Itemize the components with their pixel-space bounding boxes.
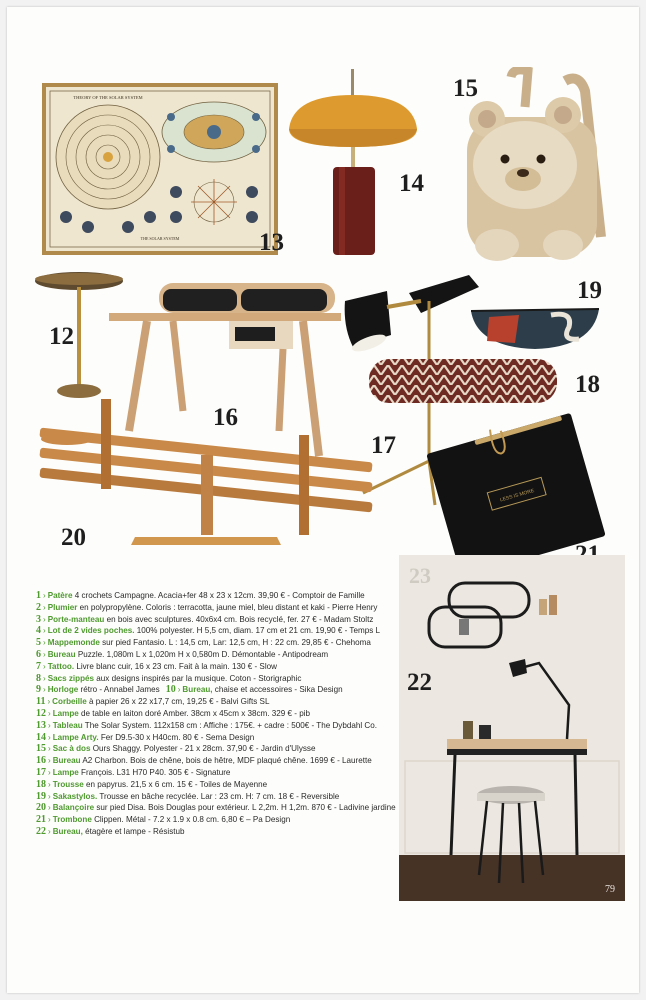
legend-product: Trousse [52,779,84,789]
label-13: 13 [259,229,284,256]
legend-details: en polypropylène. Coloris : terracotta, jaune miel, bleu distant et kaki - Pierre Henry [77,602,378,612]
legend-item [36,625,406,637]
legend-item [36,590,406,602]
room-scene [399,555,625,901]
label-14: 14 [399,170,424,197]
poster-title: THEORY OF THE SOLAR SYSTEM [73,95,143,100]
legend-number: 12 [36,707,46,719]
legend-number: 19 [36,790,46,802]
poster-artwork [46,87,274,251]
legend-number: 6 [36,648,41,660]
legend-arrow: › [48,732,51,742]
legend-product: Mappemonde [47,638,100,648]
legend-item [36,791,406,803]
legend-details: de table en laiton doré Amber. 38cm x 45cm x 38cm. 329 € - pib [78,708,311,718]
label-23: 23 [409,563,431,588]
legend-product: Bureau [52,756,81,766]
legend-item [36,649,406,661]
legend-details: François. L31 H70 P40. 305 € - Signature [78,767,231,777]
legend-arrow: › [47,697,51,707]
recycled-pencil-case [469,303,601,351]
label-19: 19 [577,277,602,304]
label-16: 16 [213,404,238,431]
label-15: 15 [453,75,478,102]
legend-item [36,720,406,732]
legend-details: Trousse en bâche recyclée. Lar : 23 cm. H: 7 cm. 18 € - Reversible [97,791,340,801]
legend-arrow: › [177,685,181,695]
legend-item [36,614,406,626]
magazine-page [7,7,639,993]
legend-number: 15 [36,743,46,755]
legend-number: 9 [36,684,41,696]
legend-number: 16 [36,755,46,767]
legend-arrow: › [48,803,51,813]
legend-product: Bureau, [182,685,213,695]
label-18: 18 [575,371,600,398]
legend-product: Horloge [47,685,79,695]
legend-item [36,637,406,649]
legend-product: Sakastylos. [52,791,98,801]
legend-item [36,684,406,696]
legend-number: 4 [36,625,41,637]
product-legend [36,590,406,838]
legend-arrow: › [48,815,51,825]
legend-product: Tableau [52,720,83,730]
legend-product: Lampe [52,767,79,777]
legend-details: en papyrus. 21,5 x 6 cm. 15 € - Toiles de Mayenne [83,779,268,789]
notebook-label: LESS IS MORE [499,487,536,504]
legend-number: 11 [36,696,46,708]
legend-arrow: › [48,720,51,730]
legend-number: 14 [36,731,46,743]
legend-details: Ours Shaggy. Polyester - 21 x 28cm. 37,90 € - Jardin d'Ulysse [90,744,316,754]
legend-details: sur pied Disa. Bois Douglas pour extérieur. L 2,2m. H 1,2m. 870 € - Ladivine jardine [94,803,396,813]
legend-number: 13 [36,719,46,731]
legend-arrow: › [48,826,51,836]
poster-subtitle: THE SOLAR SYSTEM [140,236,180,241]
label-22: 22 [407,669,432,696]
legend-number: 8 [36,672,41,684]
legend-product: Porte-manteau [47,614,105,624]
legend-product: Lampe [52,708,79,718]
legend-details: The Solar System. 112x158 cm : Affiche : 175€. + cadre : 500€ - The Dybdahl Co. [82,720,378,730]
legend-number: 22 [36,825,46,837]
legend-number: 5 [36,637,41,649]
legend-details: 4 crochets Campagne. Acacia+fer 48 x 23 x 12cm. 39,90 € - Comptoir de Famille [72,591,365,600]
legend-product: Bureau, [52,826,83,836]
mushroom-lamp [283,69,423,255]
legend-number: 2 [36,601,41,613]
legend-details: Fer D9.5-30 x H40cm. 80 € - Sema Design [98,732,255,742]
legend-arrow: › [43,591,46,600]
legend-number: 10 [165,684,176,696]
solar-system-poster [42,83,278,255]
legend-product: Corbeille [52,697,87,707]
legend-item [36,767,406,779]
legend-details: Livre blanc cuir, 16 x 23 cm. Fait à la main. 130 € - Slow [74,661,277,671]
legend-arrow: › [48,779,51,789]
legend-item [36,755,406,767]
legend-product: Sacs zippés [47,673,95,683]
legend-details: rétro - Annabel James [78,685,160,695]
legend-item [36,602,406,614]
legend-number: 7 [36,660,41,672]
legend-number: 3 [36,613,41,625]
legend-arrow: › [43,673,46,683]
label-20: 20 [61,524,86,551]
legend-item [36,732,406,744]
legend-product: Lampe Arty. [52,732,99,742]
legend-item [36,826,406,838]
legend-product: Tattoo. [47,661,75,671]
legend-details: aux designs inspirés par la musique. Coton - Storigraphic [94,673,302,683]
legend-number: 1 [36,590,41,601]
legend-details: sur pied Fantasio. L : 14,5 cm, Lar: 12,5 cm, H : 22 cm. 29,85 € - Chehoma [99,638,371,648]
legend-item [36,814,406,826]
legend-item [36,661,406,673]
legend-item [36,696,406,708]
legend-number: 20 [36,802,46,814]
legend-item [36,779,406,791]
legend-item [36,743,406,755]
legend-arrow: › [43,685,46,695]
legend-arrow: › [43,614,46,624]
legend-product: Plumier [47,602,78,612]
legend-number: 21 [36,814,46,826]
legend-arrow: › [43,626,46,636]
legend-arrow: › [48,708,51,718]
legend-item [36,673,406,685]
legend-number: 18 [36,778,46,790]
legend-details: 100% polyester. H 5,5 cm, diam. 17 cm et 21 cm. 19,90 € - Temps L [134,626,380,636]
legend-product: Trombone [52,815,92,825]
legend-arrow: › [48,767,51,777]
legend-details: chaise et accessoires - Sika Design [212,685,343,695]
legend-arrow: › [48,791,51,801]
room-photo [399,555,625,901]
legend-item [36,802,406,814]
legend-details: en bois avec sculptures. 40x6x4 cm. Bois recyclé, fer. 27 € - Madam Stoltz [104,614,374,624]
legend-details: Puzzle. 1,080m L x 1,020m H x 0,580m D. Démontable - Antipodream [75,649,329,659]
legend-number: 17 [36,766,46,778]
legend-arrow: › [43,602,46,612]
label-17: 17 [371,432,396,459]
legend-item [36,708,406,720]
page-folio: 79 [605,884,615,895]
papyrus-pouch [367,355,559,409]
legend-details: A2 Charbon. Bois de chêne, bois de hêtre, MDF plaqué chêne. 1699 € - Laurette [80,756,372,766]
legend-details: à papier 26 x 22 x17,7 cm, 19,25 € - Balvi Gifts SL [86,697,270,707]
legend-arrow: › [48,756,51,766]
legend-product: Sac à dos [52,744,91,754]
legend-details: étagère et lampe - Résistub [82,826,185,836]
legend-arrow: › [43,649,46,659]
legend-product: Bureau [47,649,76,659]
legend-product: Balançoire [52,803,95,813]
legend-arrow: › [43,638,46,648]
label-12: 12 [49,323,74,350]
legend-arrow: › [48,744,51,754]
legend-details: Clippen. Métal - 7.2 x 1.9 x 0.8 cm. 6,80 € – Pa Design [91,815,291,825]
legend-product: Lot de 2 vides poches. [47,626,135,636]
legend-product: Patère [47,591,73,600]
legend-arrow: › [43,661,46,671]
